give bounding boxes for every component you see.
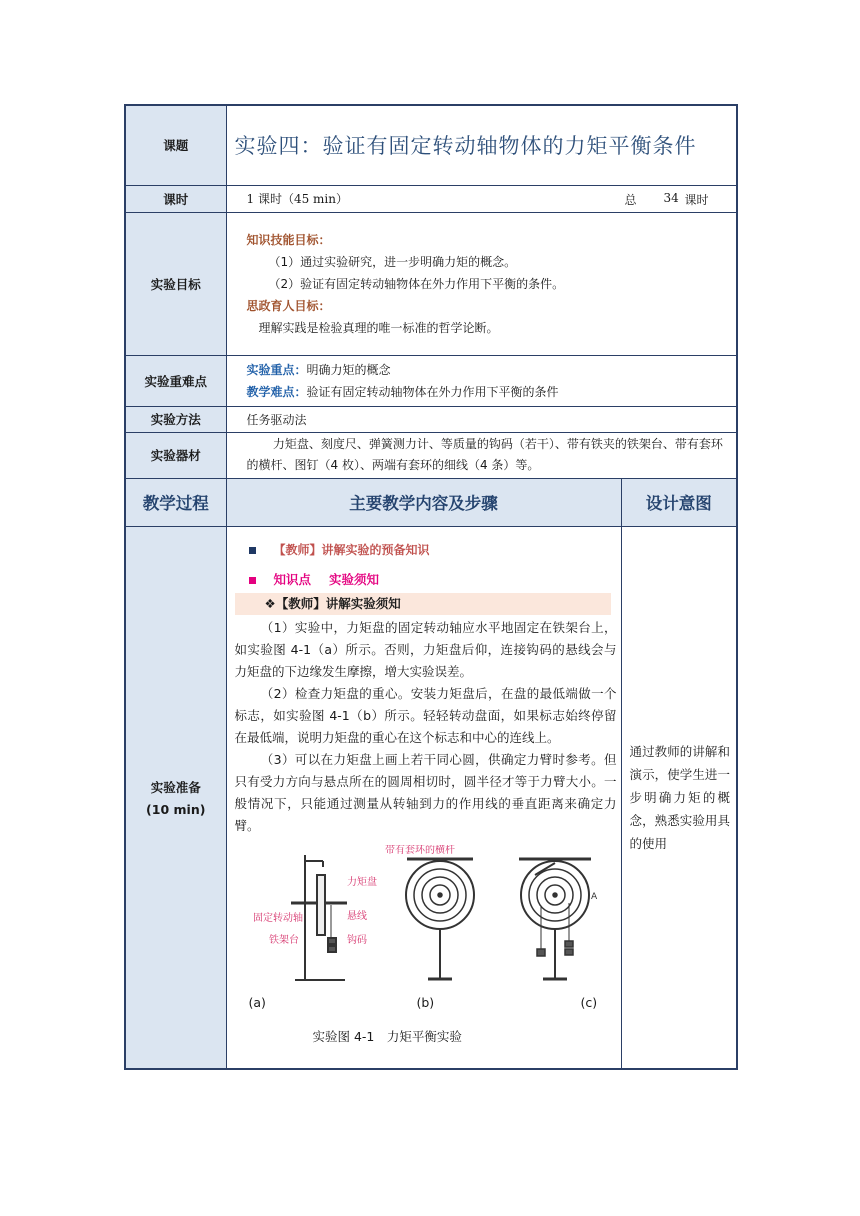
- lesson-table: [124, 104, 738, 1070]
- lesson-plan: [124, 104, 736, 1070]
- figure-4-1: [235, 845, 617, 1045]
- bullet2-a: 知识点: [273, 571, 312, 587]
- para-3: （3）可以在力矩盘上画上若干同心圆，供确定力臂时参考。但只有受力方向与悬点所在的圆周相切时，圆半径才等于力臂大小。一般情况下，只能通过测量从转轴到力的作用线的垂直距离来确定力臂。: [234, 751, 617, 833]
- prep-label: 实验准备: [150, 779, 201, 795]
- teacher-bar: ❖【教师】讲解实验须知: [235, 593, 611, 615]
- prep-content: [226, 526, 621, 1069]
- total-label: 总: [624, 192, 637, 207]
- row-prep: [125, 526, 737, 1069]
- header-design: 设计意图: [621, 478, 737, 526]
- row-objectives: [125, 212, 737, 355]
- topic-title: 实验四：验证有固定转动轴物体的力矩平衡条件: [226, 105, 737, 185]
- figure-b-disk: [406, 859, 474, 979]
- label-hook: 钩码: [346, 934, 367, 946]
- label-axis: 固定转动轴: [252, 912, 303, 924]
- bullet-knowledge: [235, 569, 617, 591]
- label-disk: 力矩盘: [346, 876, 377, 888]
- method-label: 实验方法: [125, 406, 226, 432]
- ideology-text: 理解实践是检验真理的唯一标准的哲学论断。: [258, 320, 499, 335]
- keypoints-cell: [226, 355, 737, 406]
- figure-c-disk: [519, 859, 591, 979]
- header-content: 主要教学内容及步骤: [226, 478, 621, 526]
- hours-label: 课时: [125, 185, 226, 212]
- figure-caption: 实验图 4-1 力矩平衡实验: [312, 1028, 462, 1044]
- bullet-teacher-prep: [235, 539, 617, 561]
- sub-a: (a): [248, 994, 266, 1010]
- objectives-label: 实验目标: [125, 212, 226, 355]
- label-rod: 带有套环的横杆: [384, 844, 455, 856]
- objective-item-1: （1）通过实验研究，进一步明确力矩的概念。: [268, 254, 517, 269]
- topic-label: 课题: [125, 105, 226, 185]
- difficulty-text: 验证有固定转动轴物体在外力作用下平衡的条件: [306, 384, 559, 399]
- row-headers: [125, 478, 737, 526]
- knowledge-heading: 知识技能目标：: [246, 232, 331, 247]
- hours-value: 1 课时（45 min）: [246, 192, 348, 206]
- bullet1-text: 【教师】讲解实验的预备知识: [273, 542, 430, 557]
- design-intent: 通过教师的讲解和演示，使学生进一步明确力矩的概念，熟悉实验用具的使用: [621, 526, 737, 1069]
- equipment-value: 力矩盘、刻度尺、弹簧测力计、等质量的钩码（若干）、带有铁夹的铁架台、带有套环的横杆、图钉（4 枚）、两端有套环的细线（4 条）等。: [226, 432, 737, 478]
- prep-label-cell: [125, 526, 226, 1069]
- header-process: 教学过程: [125, 478, 226, 526]
- square-bullet-icon: [249, 577, 256, 584]
- row-method: [125, 406, 737, 432]
- objective-item-2: （2）验证有固定转动轴物体在外力作用下平衡的条件。: [268, 276, 565, 291]
- sub-b: (b): [416, 994, 435, 1010]
- total-value: 34: [663, 190, 679, 205]
- key-label: 实验重点：: [246, 362, 307, 377]
- label-thread: 悬线: [346, 910, 367, 922]
- difficulty-label: 教学难点：: [246, 384, 307, 399]
- keypoints-label: 实验重难点: [125, 355, 226, 406]
- row-topic: [125, 105, 737, 185]
- objectives-cell: [226, 212, 737, 355]
- square-bullet-icon: [249, 547, 256, 554]
- row-keypoints: [125, 355, 737, 406]
- prep-duration: (10 min): [146, 801, 206, 817]
- row-hours: [125, 185, 737, 212]
- key-text: 明确力矩的概念: [306, 362, 391, 377]
- bullet2-b: 实验须知: [329, 571, 380, 587]
- figure-illustration: [235, 845, 623, 995]
- hours-cell: [226, 185, 737, 212]
- method-value: 任务驱动法: [226, 406, 737, 432]
- label-c-point: A: [590, 891, 597, 902]
- total-unit: 课时: [684, 192, 709, 207]
- ideology-heading: 思政育人目标：: [246, 298, 331, 313]
- para-2: （2）检查力矩盘的重心。安装力矩盘后，在盘的最低端做一个标志，如实验图 4-1（b）所示。轻轻转动盘面，如果标志始终停留在最低端，说明力矩盘的重心在这个标志和中心的连线上。: [234, 685, 617, 745]
- sub-c: (c): [580, 994, 598, 1010]
- para-1: （1）实验中，力矩盘的固定转动轴应水平地固定在铁架台上，如实验图 4-1（a）所示。否则，力矩盘后仰，连接钩码的悬线会与力矩盘的下边缘发生摩擦，增大实验误差。: [234, 619, 617, 679]
- label-stand: 铁架台: [268, 934, 299, 946]
- equipment-label: 实验器材: [125, 432, 226, 478]
- row-equipment: [125, 432, 737, 478]
